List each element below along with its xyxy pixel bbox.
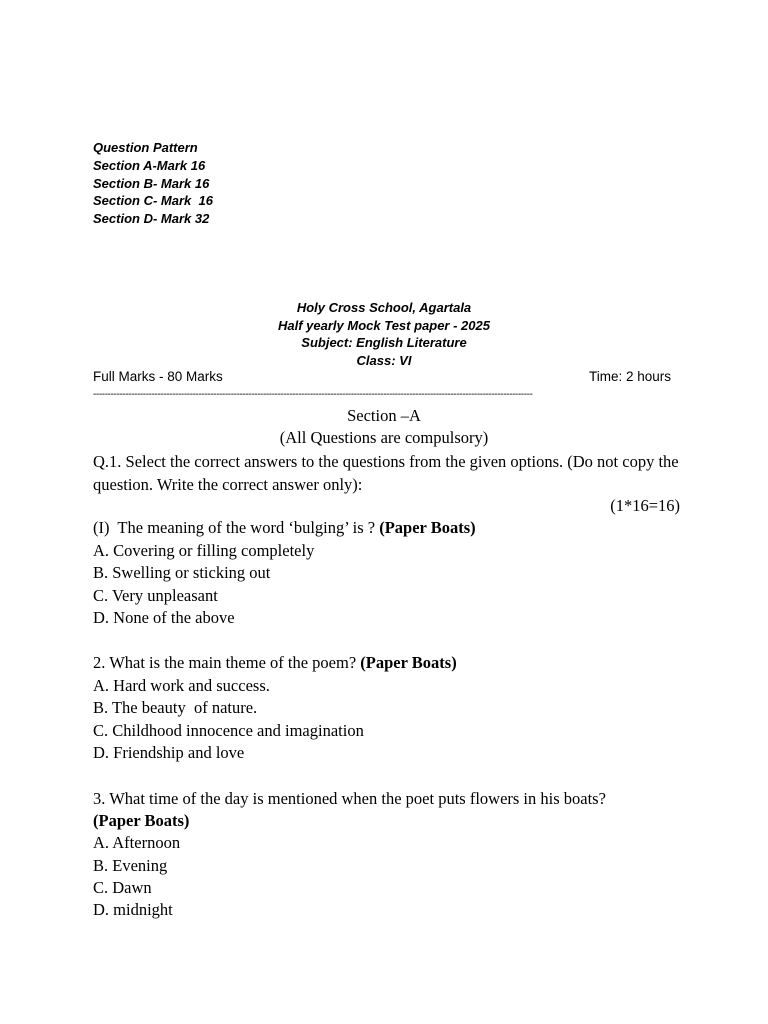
question-source-text: (Paper Boats)	[93, 811, 190, 830]
option: C. Very unpleasant	[93, 586, 218, 605]
question-1-intro: Q.1. Select the correct answers to the questions from the given options. (Do not copy the question. Write the correct answer only):	[93, 452, 679, 494]
question-pattern	[93, 139, 213, 228]
class-line: Class: VI	[356, 353, 412, 369]
option: B. Swelling or sticking out	[93, 563, 271, 582]
subject-line: Subject: English Literature	[301, 335, 467, 351]
section-title: Section –A	[347, 406, 421, 425]
pattern-line: Section C- Mark 16	[93, 193, 213, 209]
question-stem	[93, 518, 476, 538]
option: C. Childhood innocence and imagination	[93, 721, 364, 740]
section-note: (All Questions are compulsory)	[279, 428, 489, 447]
pattern-line: Section A-Mark 16	[93, 157, 206, 173]
pattern-line: Section D- Mark 32	[93, 211, 210, 227]
pattern-line: Section B- Mark 16	[93, 175, 210, 191]
option: D. midnight	[93, 900, 173, 919]
option: B. The beauty of nature.	[93, 698, 258, 717]
option: C. Dawn	[93, 878, 152, 897]
option: D. None of the above	[93, 608, 235, 627]
option: D. Friendship and love	[93, 743, 245, 762]
time-allowed: Time: 2 hours	[588, 369, 671, 384]
question-source	[93, 811, 189, 831]
school-name: Holy Cross School, Agartala	[296, 300, 472, 315]
option: A. Hard work and success.	[93, 676, 270, 695]
exam-title: Half yearly Mock Test paper - 2025	[278, 317, 490, 333]
question-1-marks: (1*16=16)	[610, 496, 680, 515]
question-source: (Paper Boats)	[379, 518, 476, 537]
question-stem	[93, 653, 457, 673]
option: B. Evening	[93, 856, 168, 875]
option: A. Covering or filling completely	[93, 541, 315, 560]
question-stem-text: (I) The meaning of the word ‘bulging’ is ?	[93, 518, 380, 537]
full-marks: Full Marks - 80 Marks	[93, 369, 223, 384]
question-stem-text: 2. What is the main theme of the poem?	[93, 653, 361, 672]
question-source: (Paper Boats)	[360, 653, 457, 672]
question-stem: 3. What time of the day is mentioned when the poet puts flowers in his boats?	[93, 789, 606, 808]
dashed-divider: ------------------------------------------------------------------------------------------------------------------------------------------------------	[93, 389, 533, 400]
option: A. Afternoon	[93, 833, 181, 852]
exam-header	[0, 299, 768, 370]
pattern-title: Question Pattern	[93, 140, 198, 155]
